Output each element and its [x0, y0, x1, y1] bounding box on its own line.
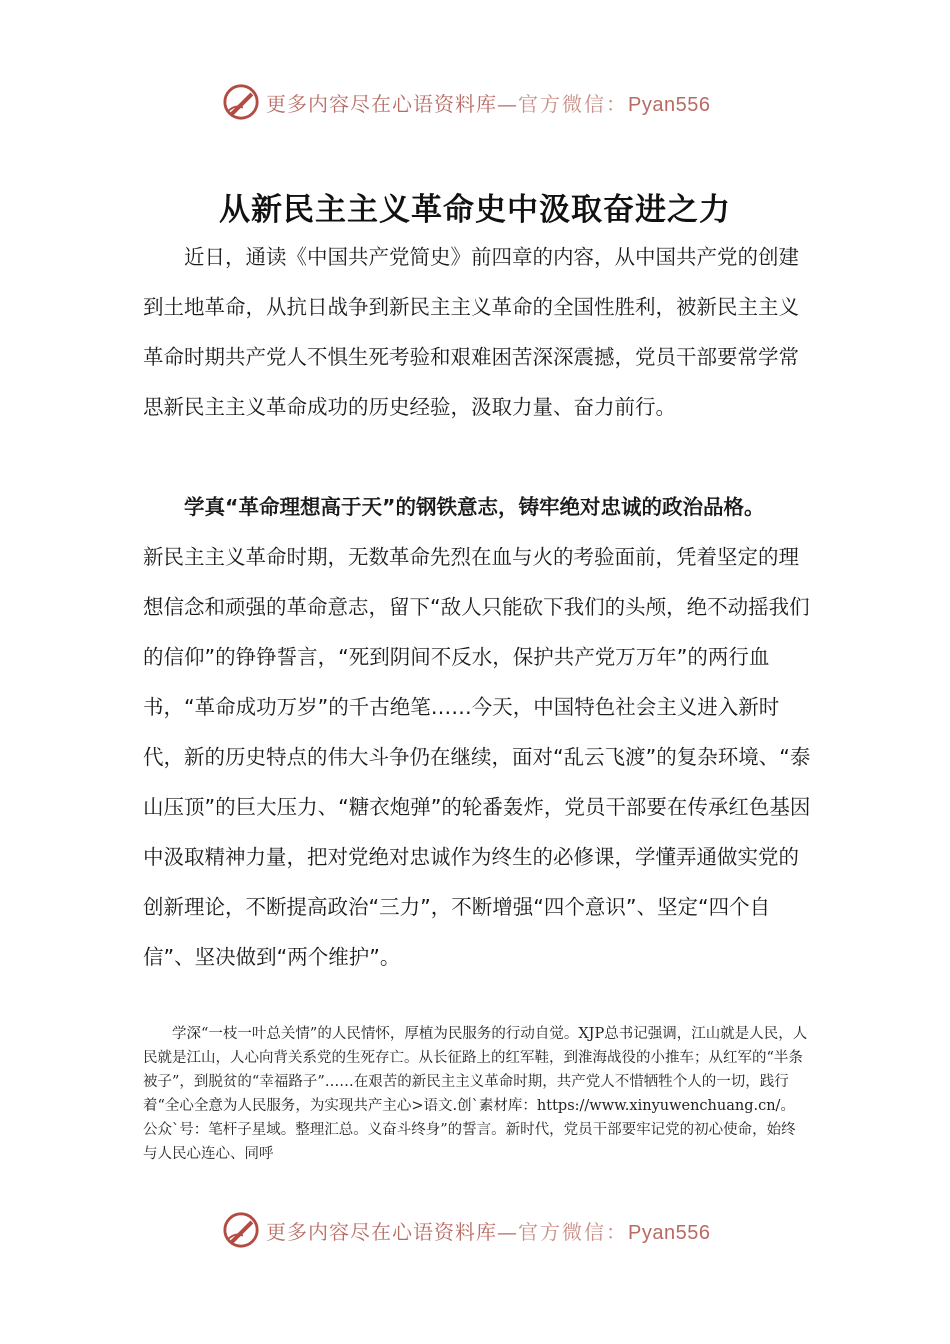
- intro-block: [143, 232, 811, 432]
- article-title: 从新民主主义革命史中汲取奋进之力: [219, 192, 731, 228]
- banner-wechat-id: Pyan556: [628, 1221, 711, 1244]
- section2-paragraph: 学深“一枝一叶总关情”的人民情怀，厚植为民服务的行动自觉。XJP总书记强调，江山就是人民，人民就是江山，人心向背关系党的生死存亡。从长征路上的红军鞋，到淮海战役的小推车；从红军的“半条被子”，到脱贫的“幸福路子”……在艰苦的新民主主义革命时期，共产党人不惜牺牲个人的一切，践行着“全心全意为人民服务，为实现共产主心>语文.创`素材库：https://www.xinyuwenchuang.cn/。公众`号：笔杆子星域。整理汇总。义奋斗终身”的誓言。新时代，党员干部要牢记党的初心使命，始终与人民心连心、同呼: [143, 1026, 808, 1162]
- section1-body: 新民主主义革命时期，无数革命先烈在血与火的考验面前，凭着坚定的理想信念和顽强的革命意志，留下“敌人只能砍下我们的头颅，绝不动摇我们的信仰”的铮铮誓言，“死到阴间不反水，保护共产党万万年”的两行血书，“革命成功万岁”的千古绝笔……今天，中国特色社会主义进入新时代，新的历史特点的伟大斗争仍在继续，面对“乱云飞渡”的复杂环境、“泰山压顶”的巨大压力、“糖衣炮弹”的轮番轰炸，党员干部要在传承红色基因中汲取精神力量，把对党绝对忠诚作为终生的必修课，学懂弄通做实党的创新理论，不断提高政治“三力”，不断增强“四个意识”、坚定“四个自信”、坚决做到“两个维护”。: [143, 545, 811, 969]
- section1-heading: 学真“革命理想高于天”的钢铁意志，铸牢绝对忠诚的政治品格。: [184, 495, 765, 519]
- banner-wechat-id: Pyan556: [628, 93, 711, 116]
- banner-text: [266, 88, 710, 117]
- intro-paragraph: 近日，通读《中国共产党简史》前四章的内容，从中国共产党的创建到土地革命，从抗日战争到新民主主义革命的全国性胜利，被新民主主义革命时期共产党人不惧生死考验和艰难困苦深深震撼，党员干部要常学常思新民主主义革命成功的历史经验，汲取力量、奋力前行。: [143, 245, 799, 419]
- banner-main-text: 更多内容尽在心语资料库—: [266, 1219, 518, 1244]
- banner-wechat-label: 官方微信：: [518, 91, 628, 116]
- pen-logo-icon: [222, 1211, 260, 1249]
- pen-logo-icon: [222, 83, 260, 121]
- banner-wechat-label: 官方微信：: [518, 1219, 628, 1244]
- section2-block: [143, 1022, 809, 1166]
- footer-banner: [222, 1208, 742, 1252]
- header-banner: [222, 80, 742, 124]
- banner-text: [266, 1216, 710, 1245]
- banner-main-text: 更多内容尽在心语资料库—: [266, 91, 518, 116]
- section1-block: [143, 482, 811, 982]
